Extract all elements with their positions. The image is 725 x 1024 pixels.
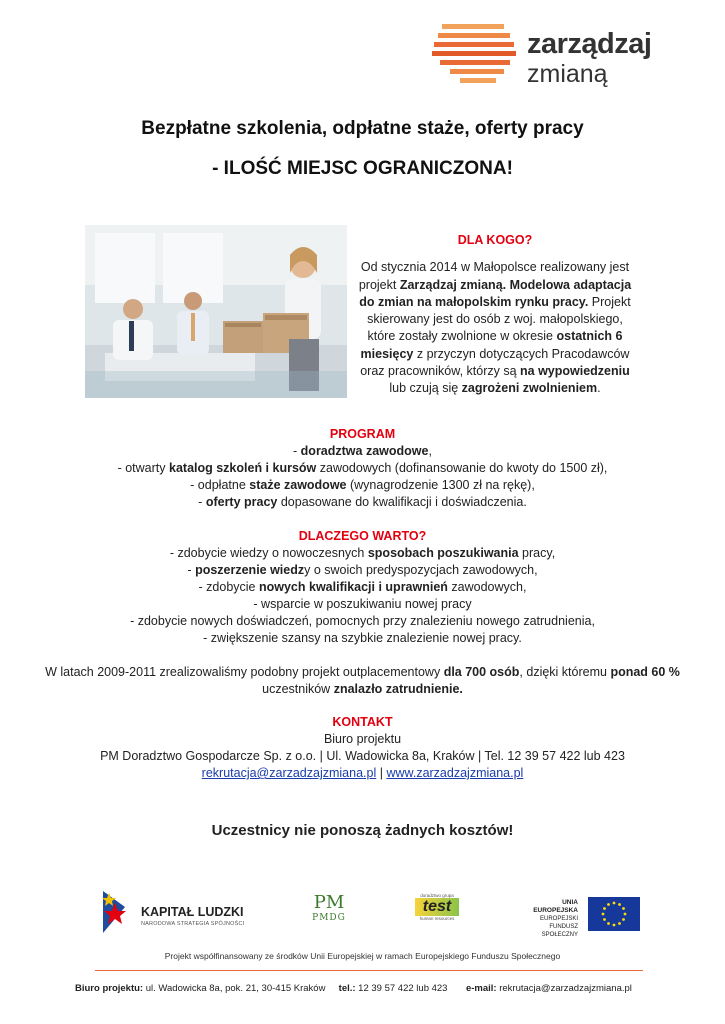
- dla-kogo-b4: zagrożeni zwolnieniem: [461, 381, 598, 396]
- results-b3: znalazło zatrudnienie.: [333, 682, 463, 696]
- dlaczego-item: [40, 596, 685, 613]
- dlaczego-item: [40, 562, 685, 579]
- email-link[interactable]: rekrutacja@zarzadzajzmiana.pl: [201, 766, 377, 780]
- program-item-pre: -: [293, 444, 301, 458]
- dlaczego-item-pre: - zwiększenie szansy na szybkie znalezienie nowej pracy.: [203, 631, 522, 645]
- dlaczego-heading: DLACZEGO WARTO?: [298, 529, 427, 543]
- dlaczego-item-post: zawodowych,: [447, 580, 527, 594]
- dla-kogo-t3: z przyczyn dotyczących Pracodawców oraz pracowników, którzy są: [360, 346, 630, 379]
- zarzadzaj-zmiana-logo: [432, 22, 652, 92]
- free-participation-note: Uczestnicy nie ponoszą żadnych kosztów!: [211, 822, 514, 839]
- kapital-ludzki-sub: NARODOWA STRATEGIA SPÓJNOŚCI: [141, 921, 245, 927]
- dla-kogo-b1: Zarządzaj zmianą. Modelowa adaptacja do zmian na małopolskim rynku pracy.: [359, 277, 632, 309]
- footer-biuro-label: Biuro projektu:: [75, 983, 144, 994]
- dlaczego-item-pre: - wsparcie w poszukiwaniu nowej pracy: [253, 597, 472, 611]
- dlaczego-item-post: pracy,: [518, 546, 556, 560]
- dla-kogo-t4: lub czują się: [389, 381, 462, 396]
- pmdg-name: PMDG: [312, 913, 346, 923]
- pmdg-symbol: PM: [313, 892, 345, 913]
- footer-tel-value: 12 39 57 422 lub 423: [355, 983, 448, 994]
- logo-stripes-icon: [432, 22, 518, 92]
- eu-text: [525, 899, 578, 939]
- dla-kogo-heading: DLA KOGO?: [457, 233, 533, 247]
- kapital-ludzki-name: KAPITAŁ LUDZKI: [141, 905, 244, 919]
- eu-logo: [525, 897, 640, 938]
- dla-kogo-t1: Od stycznia 2014 w Małopolsce realizowany jest projekt: [358, 260, 630, 292]
- results-b2: ponad 60 %: [610, 665, 680, 679]
- test-top-text: doradztwo grupa: [420, 893, 454, 898]
- dla-kogo-b2: ostatnich 6 miesięcy: [360, 329, 623, 361]
- headline-limited: - ILOŚĆ MIEJSC OGRANICZONA!: [212, 158, 513, 179]
- dlaczego-item-pre: -: [187, 563, 196, 577]
- dlaczego-item-pre: - zdobycie: [198, 580, 259, 594]
- program-item-bold: doradztwa zawodowe: [300, 444, 429, 458]
- dla-kogo-section: [355, 232, 635, 398]
- dlaczego-item-bold: sposobach poszukiwania: [367, 546, 519, 560]
- dlaczego-item: [40, 545, 685, 562]
- partner-logos: [95, 885, 650, 945]
- program-item-pre: -: [198, 495, 206, 509]
- program-item-post: (wynagrodzenie 1300 zł na rękę),: [346, 478, 535, 492]
- kontakt-links: [40, 765, 685, 782]
- dlaczego-item: [40, 630, 685, 647]
- logo-text-line2: zmianą: [527, 60, 608, 88]
- program-item-post: zawodowych (dofinansowanie do kwoty do 1500 zł),: [316, 461, 608, 475]
- dlaczego-item-post: y o swoich predyspozycjach zawodowych,: [304, 563, 538, 577]
- program-section: [40, 426, 685, 511]
- dlaczego-item-pre: - zdobycie wiedzy o nowoczesnych: [169, 546, 368, 560]
- program-item-post: dopasowane do kwalifikacji i doświadczenia.: [277, 495, 527, 509]
- dlaczego-item: [40, 613, 685, 630]
- program-item-bold: staże zawodowe: [249, 478, 347, 492]
- dlaczego-item: [40, 579, 685, 596]
- dla-kogo-b3: na wypowiedzeniu: [520, 364, 630, 379]
- website-link[interactable]: www.zarzadzajzmiana.pl: [386, 766, 524, 780]
- dlaczego-warto-section: [40, 528, 685, 647]
- program-item: [40, 460, 685, 477]
- eu-flag-icon: [588, 897, 640, 931]
- footer-biuro-value: ul. Wadowicka 8a, pok. 21, 30-415 Kraków: [143, 983, 326, 994]
- dlaczego-item-bold: poszerzenie wiedz: [195, 563, 305, 577]
- results-t1: W latach 2009-2011 zrealizowaliśmy podobny projekt outplacementowy: [45, 665, 444, 679]
- dlaczego-item-bold: nowych kwalifikacji i uprawnień: [258, 580, 448, 594]
- test-hr-logo: [415, 893, 459, 939]
- program-item-pre: - otwarty: [117, 461, 169, 475]
- program-heading: PROGRAM: [329, 427, 396, 441]
- logo-text-line1: zarządzaj: [527, 28, 652, 60]
- footer-divider: [95, 970, 643, 971]
- dlaczego-item-pre: - zdobycie nowych doświadczeń, pomocnych przy znalezieniu nowego zatrudnienia,: [130, 614, 595, 628]
- footer-email-value: rekrutacja@zarzadzajzmiana.pl: [496, 983, 632, 994]
- test-word: test: [415, 898, 459, 916]
- program-item: [40, 477, 685, 494]
- eu-text-line3: FUNDUSZ SPOŁECZNY: [541, 924, 578, 938]
- link-separator: |: [376, 766, 387, 780]
- eu-text-line2: EUROPEJSKI: [539, 916, 578, 922]
- program-item-bold: katalog szkoleń i kursów: [169, 461, 317, 475]
- test-bottom-text: human resources: [419, 916, 455, 921]
- office-photo: [85, 225, 347, 398]
- results-b1: dla 700 osób: [443, 665, 520, 679]
- eu-text-line1: UNIA EUROPEJSKA: [533, 899, 578, 914]
- results-t3: uczestników: [262, 682, 334, 696]
- results-paragraph: [40, 664, 685, 698]
- kontakt-office: Biuro projektu: [323, 732, 402, 746]
- footer-contact: [75, 983, 675, 994]
- dla-kogo-t5: .: [597, 381, 601, 396]
- program-item: [40, 494, 685, 511]
- program-item-post: ,: [428, 444, 432, 458]
- kontakt-heading: KONTAKT: [332, 715, 393, 729]
- program-item-pre: - odpłatne: [190, 478, 250, 492]
- kontakt-section: [40, 714, 685, 782]
- kapital-ludzki-star-icon: [95, 887, 135, 937]
- kontakt-address: PM Doradztwo Gospodarcze Sp. z o.o. | Ul. Wadowicka 8a, Kraków | Tel. 12 39 57 422 lub 423: [100, 749, 625, 763]
- footer-tel-label: tel.:: [338, 983, 356, 994]
- dla-kogo-t2: Projekt skierowany jest do osób z woj. małopolskiego, które zostały zwolnione w okresie: [367, 294, 631, 344]
- footer-email-label: e-mail:: [465, 983, 497, 994]
- dla-kogo-text: [355, 259, 635, 397]
- kapital-ludzki-logo: [95, 887, 255, 939]
- program-item: [40, 443, 685, 460]
- results-t2: , dzięki któremu: [519, 665, 611, 679]
- program-item-bold: oferty pracy: [205, 495, 278, 509]
- headline-title: Bezpłatne szkolenia, odpłatne staże, oferty pracy: [141, 118, 584, 139]
- pmdg-logo: [309, 893, 349, 939]
- eu-funding-disclaimer: Projekt współfinansowany ze środków Unii Europejskiej w ramach Europejskiego Funduszu Społecznego: [164, 951, 561, 961]
